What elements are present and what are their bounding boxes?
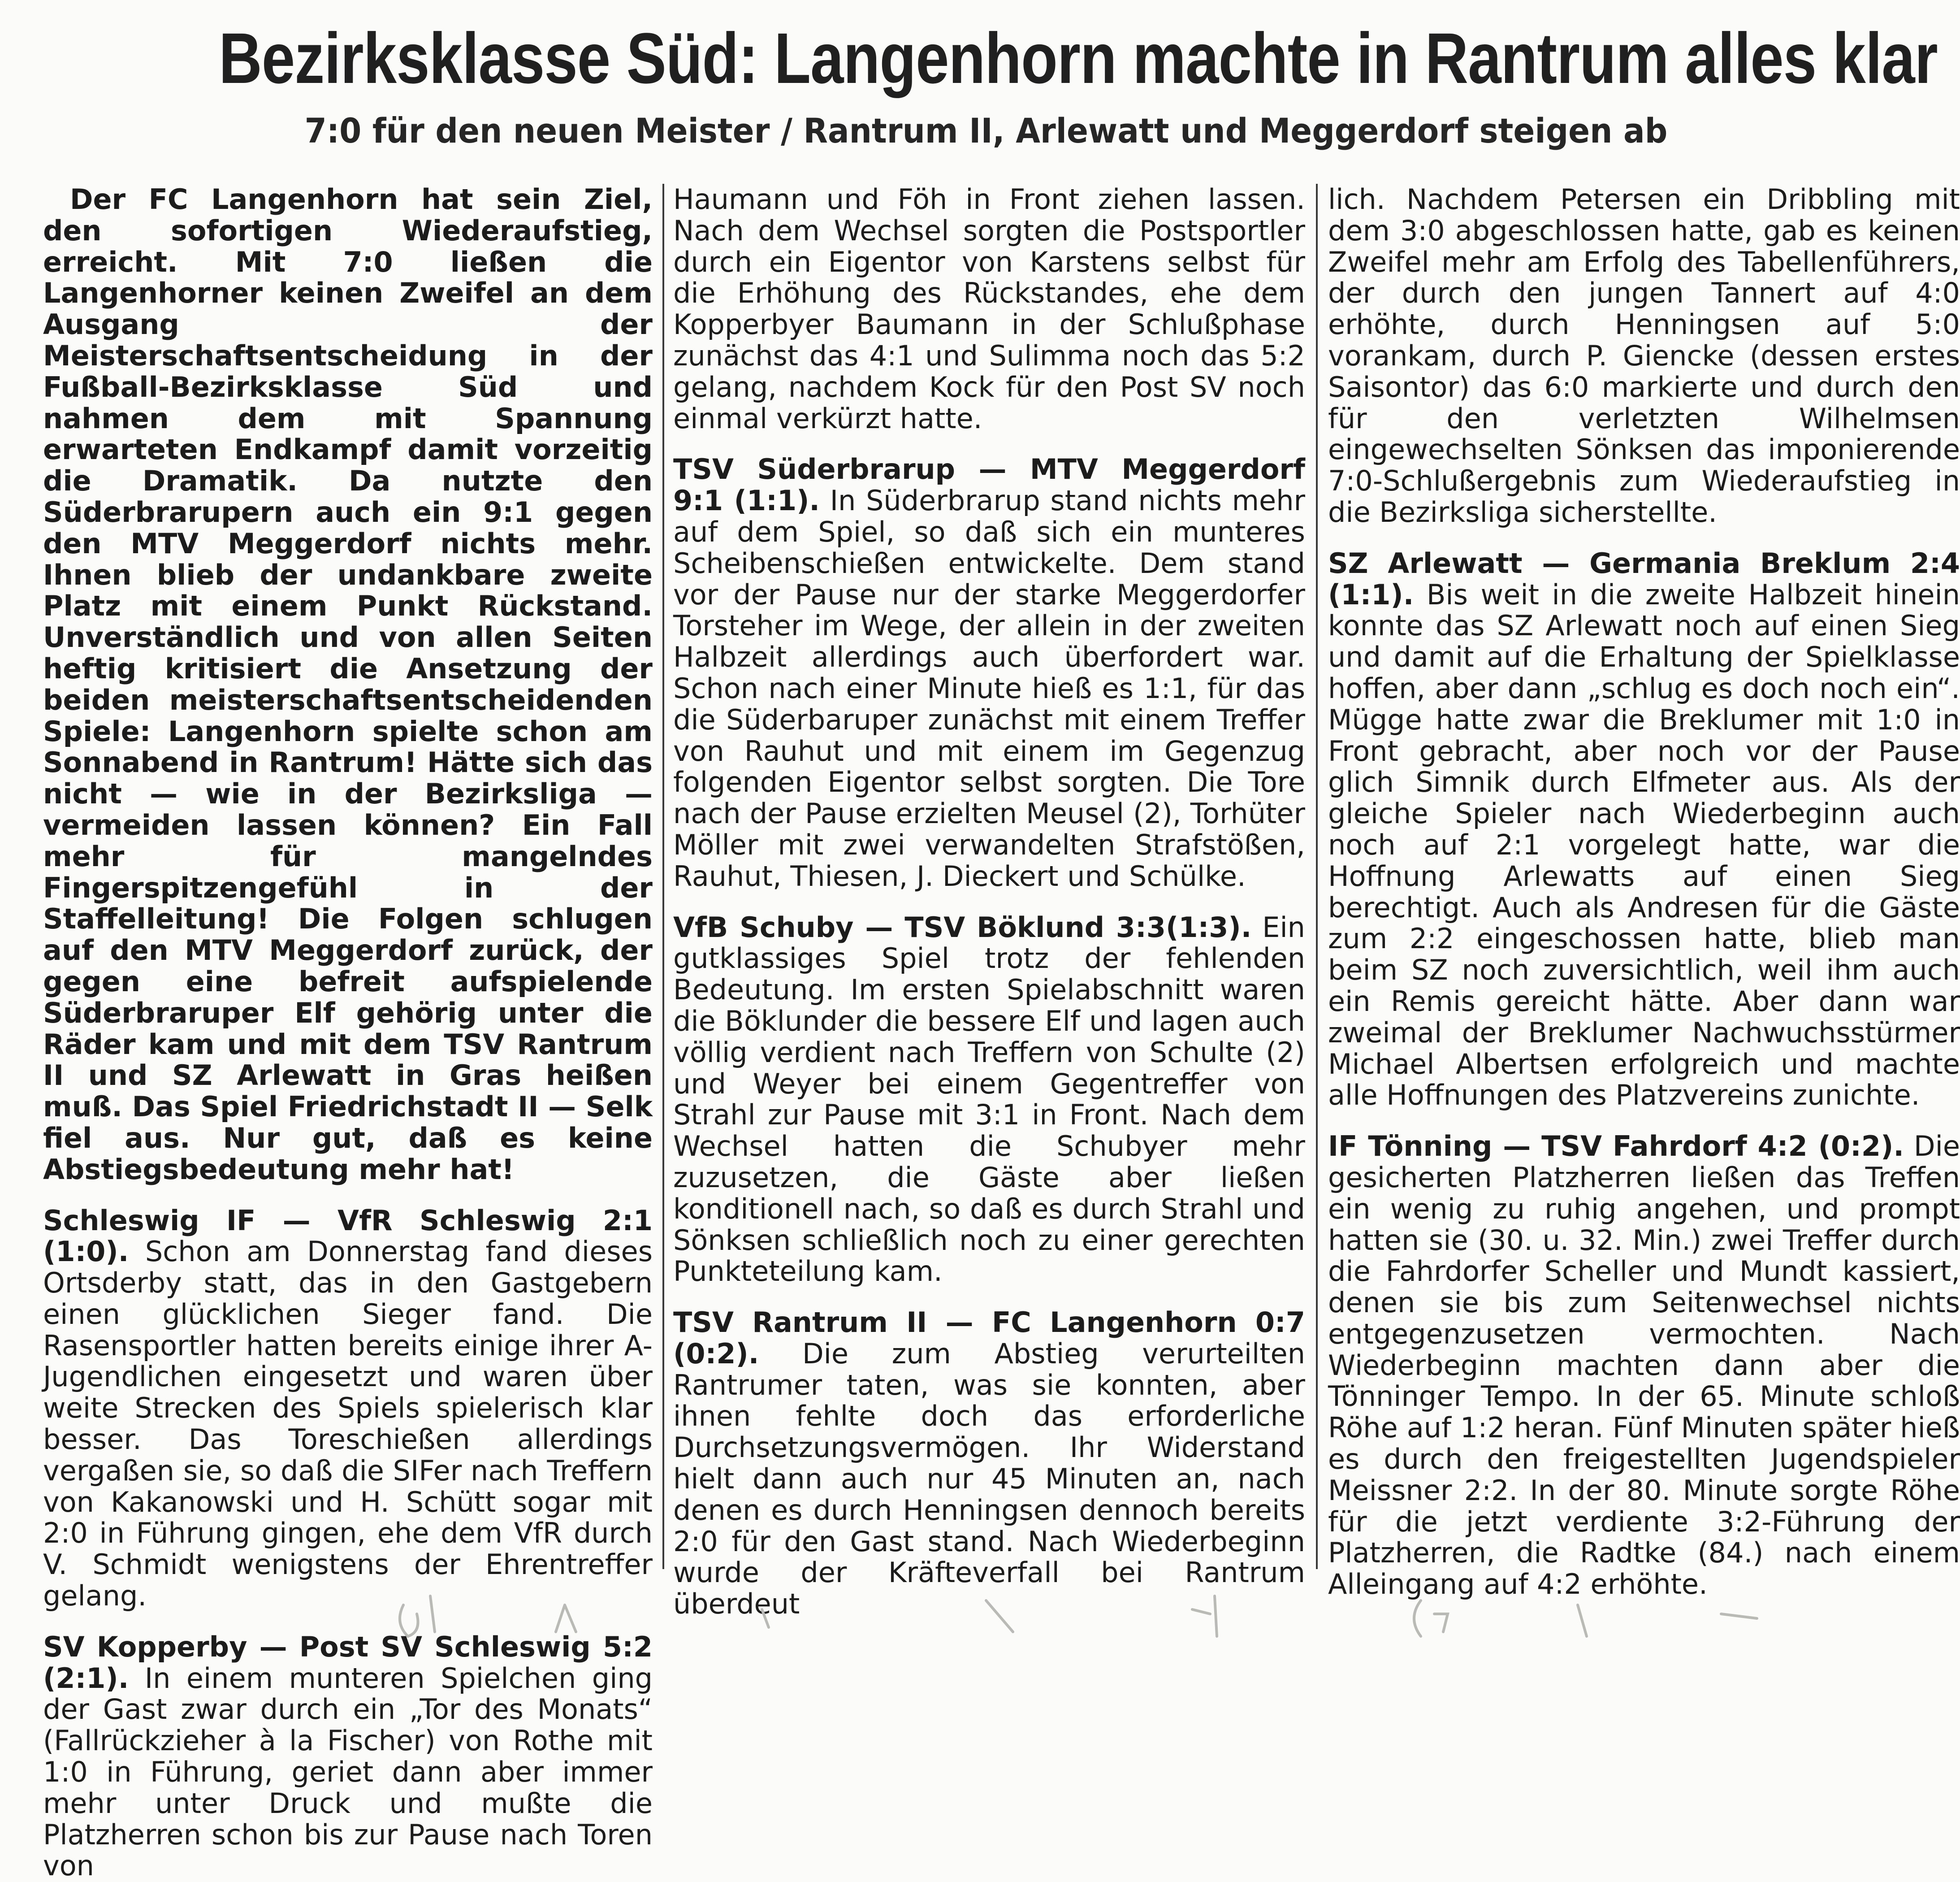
pencil-marks (394, 1587, 1784, 1650)
column-3 (1328, 183, 1960, 1601)
match-text: Ein gutklassiges Spiel trotz der fehlenden Bedeutung. Im ersten Spielabschnitt waren die Böklunder die bessere Elf und lagen auch völlig verdient nach Treffern von Schulte (2) und Weyer bei einem Gegentreffer von Strahl zur Pause mit 3:1 in Front. Nach dem Wechsel hatten die Schubyer mehr zuzusetzen, die Gäste aber ließen konditionell nach, so daß es durch Strahl und Sönksen schließlich noch zu einer gerechten Punkteteilung kam. (673, 911, 1305, 1288)
match-heading: SV Kopperby — Post SV Schleswig 5:2 (2:1). (43, 1630, 653, 1695)
match-heading: VfB Schuby — TSV Böklund 3:3(1:3). (673, 911, 1252, 944)
column-1 (43, 183, 653, 1882)
match-text: Die gesicherten Platzherren ließen das Treffen ein wenig zu ruhig angehen, und prompt hatten sie (30. u. 32. Min.) zwei Treffer durch die Fahrdorfer Scheller und Mundt kassiert, denen sie bis zum Seitenwechsel nichts entgegenzusetzen vermochten. Nach Wiederbeginn machten dann aber die Tönninger Tempo. In der 65. Minute schloß Röhe auf 1:2 heran. Fünf Minuten später hieß es durch den freigestellten Jugendspieler Meissner 2:2. In der 80. Minute sorgte Röhe für die jetzt verdiente 3:2-Führung der Platzherren, die Radtke (84.) nach einem Alleingang auf 4:2 erhöhte. (1328, 1130, 1960, 1601)
match-report (43, 1631, 653, 1882)
match-heading: SZ Arlewatt — Germania Breklum 2:4 (1:1). (1328, 546, 1960, 611)
match-text: In Süderbrarup stand nichts mehr auf dem Spiel, so daß sich ein munteres Scheibenschießen entwickelte. Dem stand vor der Pause nur der starke Meggerdorfer Torsteher im Wege, der allein in der zweiten Halbzeit allerdings auch überfordert war. Schon nach einer Minute hieß es 1:1, für das die Süderbaruper zunächst mit einem Treffer von Rauhut und mit einem im Gegenzug folgenden Eigentor selbst sorgten. Die Tore nach der Pause erzielten Meusel (2), Torhüter Möller mit zwei verwandelten Strafstößen, Rauhut, Thiesen, J. Dieckert und Schülke. (673, 484, 1305, 893)
headline: Bezirksklasse Süd: Langenhorn machte in Rantrum alles klar (219, 18, 1938, 98)
match-text: Bis weit in die zweite Halbzeit hinein konnte das SZ Arlewatt noch auf einen Sieg und damit auf die Erhaltung der Spielklasse hoffen, aber dann „schlug es doch noch ein“. Mügge hatte zwar die Breklumer mit 1:0 in Front gebracht, aber noch vor der Pause glich Simnik durch Elfmeter aus. Als der gleiche Spieler nach Wiederbeginn auch noch auf 2:1 vorgelegt hatte, war die Hoffnung Arlewatts auf einen Sieg berechtigt. Auch als Andresen für die Gäste zum 2:2 eingeschossen hatte, blieb man beim SZ noch zuversichtlich, weil ihm auch ein Remis gereicht hätte. Aber dann war zweimal der Breklumer Nachwuchsstürmer Michael Albertsen erfolgreich und machte alle Hoffnungen des Platzvereins zunichte. (1328, 578, 1960, 1112)
match-heading: Schleswig IF — VfR Schleswig 2:1 (1:0). (43, 1204, 653, 1268)
match-text: In einem munteren Spielchen ging der Gast zwar durch ein „Tor des Monats“ (Fallrückzieher à la Fischer) von Rothe mit 1:0 in Führung, geriet dann aber immer mehr unter Druck und mußte die Platzherren schon bis zur Pause nach Toren von (43, 1661, 653, 1882)
column-rule (662, 184, 664, 1569)
match-report-continued (1328, 184, 1960, 528)
match-heading: TSV Süderbrarup — MTV Meggerdorf 9:1 (1:1). (673, 453, 1305, 517)
match-report (673, 912, 1305, 1288)
match-text: Haumann und Föh in Front ziehen lassen. Nach dem Wechsel sorgten die Postsportler durch ein Eigentor von Karstens selbst für die Erhöhung des Rückstandes, ehe dem Kopperbyer Baumann in der Schlußphase zunächst das 4:1 und Sulimma noch das 5:2 gelang, nachdem Kock für den Post SV noch einmal verkürzt hatte. (673, 183, 1305, 435)
match-report-continued (673, 184, 1305, 434)
column-rule (1316, 184, 1318, 1569)
match-text: lich. Nachdem Petersen ein Dribbling mit dem 3:0 abgeschlossen hatte, gab es keinen Zweifel mehr am Erfolg des Tabellenführers, der durch den jungen Tannert auf 4:0 erhöhte, durch Henningsen auf 5:0 vorankam, durch P. Giencke (dessen erstes Saisontor) das 6:0 markierte und durch den für den verletzten Wilhelmsen eingewechselten Sönksen das imponierende 7:0-Schlußergebnis zum Wiederaufstieg in die Bezirksliga sicherstellte. (1328, 183, 1960, 529)
match-text: Die zum Abstieg verurteilten Rantrumer taten, was sie konnten, aber ihnen fehlte doch das erforderliche Durchsetzungsvermögen. Ihr Widerstand hielt dann auch nur 45 Minuten an, nach denen es durch Henningsen dennoch bereits 2:0 für den Gast stand. Nach Wiederbeginn wurde der Kräfteverfall bei Rantrum überdeut (673, 1337, 1305, 1621)
match-report (1328, 1131, 1960, 1600)
match-report (43, 1205, 653, 1612)
match-heading: IF Tönning — TSV Fahrdorf 4:2 (0:2). (1328, 1130, 1904, 1163)
match-heading: TSV Rantrum II — FC Langenhorn 0:7 (0:2). (673, 1306, 1305, 1370)
column-2 (673, 183, 1305, 1621)
match-report (673, 1307, 1305, 1620)
match-text: Schon am Donnerstag fand dieses Ortsderby statt, das in den Gastgebern einen glücklichen Sieger fand. Die Rasensportler hatten bereits einige ihrer A-Jugendlichen eingesetzt und waren über weite Strecken des Spiels spielerisch klar besser. Das Toreschießen allerdings vergaßen sie, so daß die SIFer nach Treffern von Kakanowski und H. Schütt sogar mit 2:0 in Führung gingen, ehe dem VfR durch V. Schmidt wenigstens der Ehrentreffer gelang. (43, 1235, 653, 1613)
lead-paragraph: Der FC Langenhorn hat sein Ziel, den sofortigen Wiederaufstieg, erreicht. Mit 7:0 ließen die Langenhorner keinen Zweifel an dem Ausgang der Meisterschaftsentscheidung in der Fußball-Bezirksklasse Süd und nahmen dem mit Spannung erwarteten Endkampf damit vorzeitig die Dramatik. Da nutzte den Süderbrarupern auch ein 9:1 gegen den MTV Meggerdorf nichts mehr. Ihnen blieb der undankbare zweite Platz mit einem Punkt Rückstand. Unverständlich und von allen Seiten heftig kritisiert die Ansetzung der beiden meisterschaftsentscheidenden Spiele: Langenhorn spielte schon am Sonnabend in Rantrum! Hätte sich das nicht — wie in der Bezirksliga — vermeiden lassen können? Ein Fall mehr für mangelndes Fingerspitzengefühl in der Staffelleitung! Die Folgen schlugen auf den MTV Meggerdorf zurück, der gegen eine befreit aufspielende Süderbraruper Elf gehörig unter die Räder kam und mit dem TSV Rantrum II und SZ Arlewatt in Gras heißen muß. Das Spiel Friedrichstadt II — Selk fiel aus. Nur gut, daß es keine Abstiegsbedeutung mehr hat! (43, 183, 653, 1186)
match-report (673, 454, 1305, 892)
subheadline: 7:0 für den neuen Meister / Rantrum II, Arlewatt und Meggerdorf steigen ab (304, 111, 1668, 151)
match-report (1328, 548, 1960, 1111)
